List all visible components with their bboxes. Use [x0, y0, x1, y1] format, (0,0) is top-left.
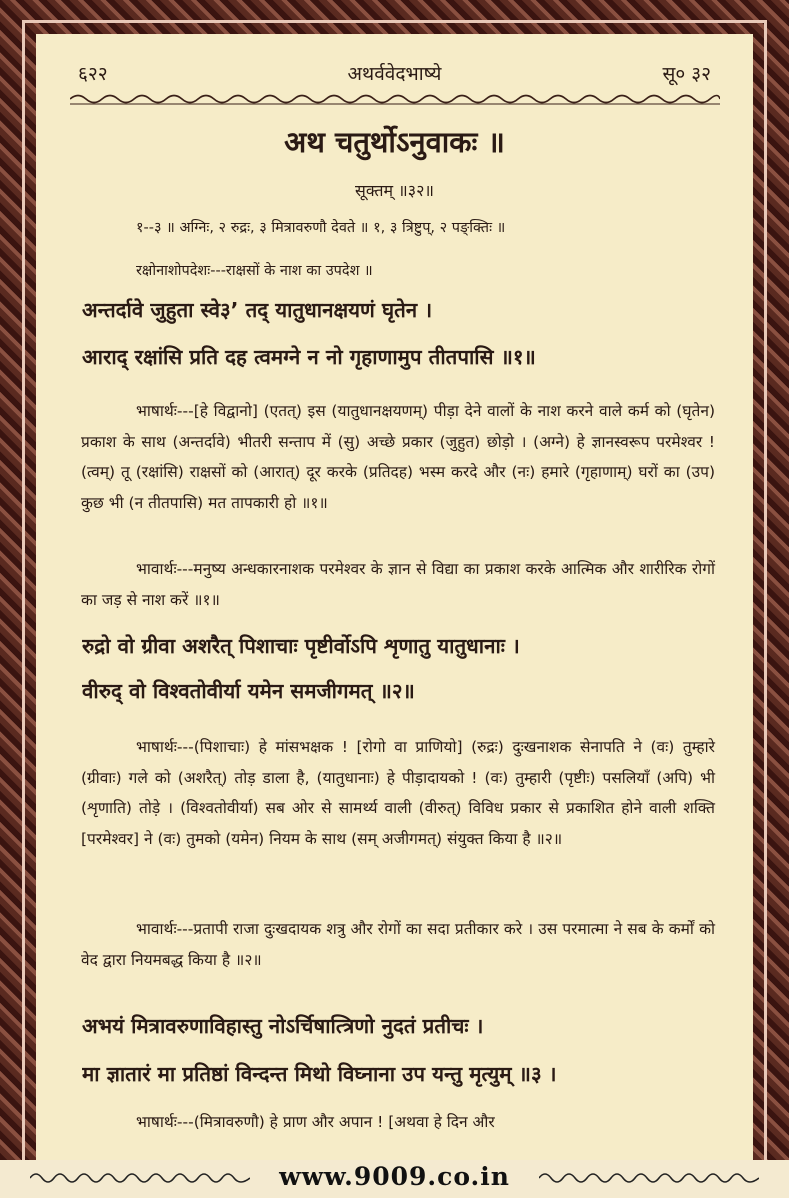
sukta-reference: सू० ३२	[662, 63, 711, 85]
mantra-3-line-2: मा ज्ञातारं मा प्रतिष्ठां विन्दन्त मिथो विघ्नाना उप यन्तु मृत्युम् ॥३ ।	[82, 1062, 557, 1086]
ornamental-rule	[70, 92, 720, 106]
bhashartha-3-start: भाषार्थः---(मित्रावरुणौ) हे प्राण और अपान ! [अथवा हे दिन और	[136, 1113, 495, 1131]
mantra-1-line-1: अन्तर्दावे जुहुता स्वे३’ तद् यातुधानक्षयणं घृतेन ।	[82, 298, 433, 322]
bhavartha-2-text: भावार्थः---प्रतापी राजा दुःखदायक शत्रु और रोगों का सदा प्रतीकार करे । उस परमात्मा ने सब के कर्मों को वेद द्वारा नियमबद्ध किया है ॥२॥	[81, 920, 715, 969]
mantra-2-line-2: वीरुद् वो विश्वतोवीर्या यमेन समजीगमत् ॥२॥	[82, 679, 415, 703]
devata-line: १--३ ॥ अग्निः, २ रुद्रः, ३ मित्रावरुणौ देवते ॥ १, ३ त्रिष्टुप्, २ पङ्क्तिः ॥	[136, 220, 506, 236]
footer-website-link[interactable]: www.9009.co.in	[279, 1162, 510, 1191]
book-page	[36, 34, 753, 1161]
bhavartha-1-text: भावार्थः---मनुष्य अन्धकारनाशक परमेश्वर के ज्ञान से विद्या का प्रकाश करके आत्मिक और शारीरिक रोगों का जड़ से नाश करें ॥१॥	[81, 560, 715, 609]
bhashartha-2	[81, 732, 715, 854]
bhashartha-2-text: भाषार्थः---(पिशाचाः) हे मांसभक्षक ! [रोगो वा प्राणियो] (रुद्रः) दुःखनाशक सेनापति ने (वः) तुम्हारे (ग्रीवाः) गले को (अशरैत्) तोड़ डाला है, (यातुधानाः) हे पीड़ादायको ! (वः) तुम्हारी (पृष्टीः) पसलियाँ (अपि) भी (शृणाति) तोड़े । (विश्वतोवीर्या) सब ओर से सामर्थ्य वाली (वीरुत्) विविध प्रकार से प्रकाशित होने वाली शक्ति [परमेश्वर] ने (वः) तुमको (यमेन) नियम के साथ (सम् अजीगमत्) संयुक्त किया है ॥२॥	[81, 738, 715, 848]
bhashartha-1-text: भाषार्थः---[हे विद्वानो] (एतत्) इस (यातुधानक्षयणम्) पीड़ा देने वालों के नाश करने वाले कर्म को (घृतेन) प्रकाश के साथ (अन्तर्दावे) भीतरी सन्ताप में (सु) अच्छे प्रकार (जुहुत) छोड़ो । (अग्ने) हे ज्ञानस्वरूप परमेश्वर ! (त्वम्) तू (रक्षांसि) राक्षसों को (आरात्) दूर करके (प्रतिदह) भस्म करदे और (नः) हमारे (गृहाणाम्) घरों का (उप) कुछ भी (न तीतपासि) मत तापकारी हो ॥१॥	[81, 402, 715, 512]
bhavartha-1	[81, 554, 715, 615]
sukta-heading: सूक्तम् ॥३२॥	[355, 181, 434, 200]
page-header	[36, 60, 753, 90]
page-number: ६२२	[78, 63, 108, 85]
book-title: अथर्ववेदभाष्ये	[347, 63, 442, 85]
bhashartha-1	[81, 396, 715, 518]
anuvaka-title: अथ चतुर्थोऽनुवाकः ॥	[284, 125, 505, 159]
mantra-3-line-1: अभयं मित्रावरुणाविहास्तु नोऽर्चिषात्त्रिणो नुदतं प्रतीचः ।	[82, 1014, 484, 1038]
bhavartha-2	[81, 914, 715, 975]
mantra-2-line-1: रुद्रो वो ग्रीवा अशरैत् पिशाचाः पृष्टीर्वोऽपि शृणातु यातुधानाः ।	[82, 634, 520, 658]
mantra-1-line-2: आराद् रक्षांसि प्रति दह त्वमग्ने न नो गृहाणामुप तीतपासि ॥१॥	[82, 345, 536, 369]
upadesh-line: रक्षोनाशोपदेशः---राक्षसों के नाश का उपदेश ॥	[136, 263, 373, 279]
